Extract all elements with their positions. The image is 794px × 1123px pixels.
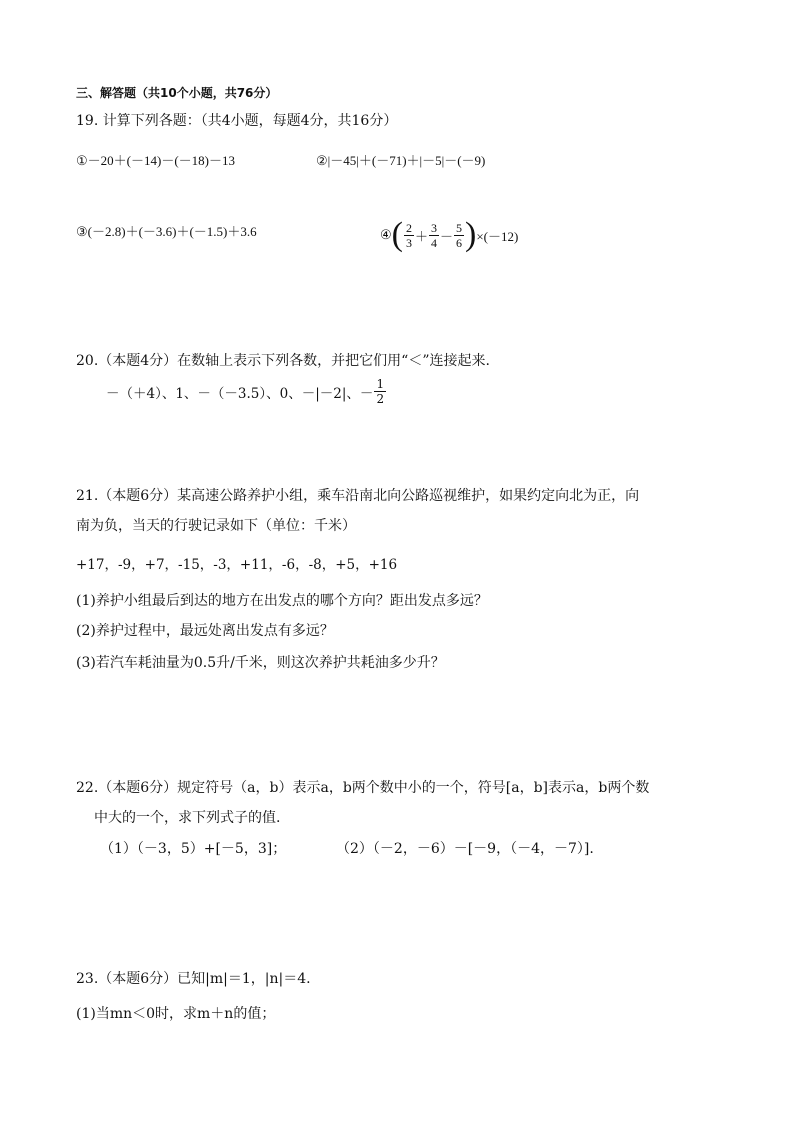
fraction-2-3 (404, 222, 414, 249)
right-paren: ) (465, 216, 477, 253)
frac-num: 3 (431, 220, 437, 235)
q19-part4-suffix: ×(－12) (476, 228, 519, 244)
q22-line2: 中大的一个，求下列式子的值. (94, 810, 281, 826)
q19-part3: ③(－2.8)＋(－3.6)＋(－1.5)＋3.6 (76, 224, 257, 239)
q21-line1: 21.（本题6分）某高速公路养护小组，乘车沿南北向公路巡视维护，如果约定向北为正，向 (76, 488, 640, 504)
q20-numbers (106, 378, 387, 405)
frac-num: 2 (405, 220, 412, 235)
section-title: 三、解答题（共10个小题，共76分） (76, 86, 278, 100)
frac-num: 5 (456, 220, 463, 235)
q19-part2: ②|－45|＋(－71)＋|－5|－(－9) (316, 153, 486, 168)
q21-sub3: (3)若汽车耗油量为0.5升/千米，则这次养护共耗油多少升？ (76, 655, 445, 671)
q23-sub1: (1)当mn＜0时，求m＋n的值； (76, 1006, 276, 1022)
frac-den: 3 (405, 235, 412, 250)
q21-data: +17，-9，+7，-15，-3，+11，-6，-8，+5，+16 (76, 557, 398, 573)
q22-line1: 22.（本题6分）规定符号（a，b）表示a，b两个数中小的一个，符号[a，b]表示a，b两个数 (76, 780, 650, 796)
q22-sub1: （1）（－3，5）+[－5，3]； (100, 841, 287, 857)
q19-part1: ①－20＋(－14)－(－18)－13 (76, 153, 235, 168)
plus-sign: ＋ (414, 228, 428, 244)
left-paren: ( (391, 216, 403, 253)
q21-sub1: (1)养护小组最后到达的地方在出发点的哪个方向？距出发点多远？ (76, 593, 488, 609)
fraction-1-2 (374, 378, 386, 405)
q21-sub2: (2)养护过程中，最远处离出发点有多远？ (76, 623, 334, 639)
q21-line2: 南为负，当天的行驶记录如下（单位：千米） (76, 518, 356, 534)
frac-den: 2 (376, 392, 385, 406)
q20-numbers-text: －（＋4）、1、－（－3.5）、0、－|－2|、－ (106, 385, 374, 402)
q19-part4 (380, 218, 518, 252)
frac-den: 6 (456, 235, 463, 250)
frac-den: 4 (431, 235, 437, 250)
q20-title: 20.（本题4分）在数轴上表示下列各数，并把它们用“＜”连接起来. (76, 353, 490, 369)
frac-num: 1 (376, 377, 385, 391)
q19-part4-prefix: ④ (380, 227, 392, 242)
q19-title: 19. 计算下列各题：（共4小题，每题4分，共16分） (76, 113, 398, 129)
minus-sign: － (440, 228, 454, 244)
q22-sub2: （2）（－2，－6）－[－9，（－4，－7）]. (336, 841, 594, 857)
fraction-3-4 (429, 222, 439, 249)
q23-line1: 23.（本题6分）已知|m|＝1，|n|＝4. (76, 971, 311, 987)
fraction-5-6 (454, 222, 464, 249)
